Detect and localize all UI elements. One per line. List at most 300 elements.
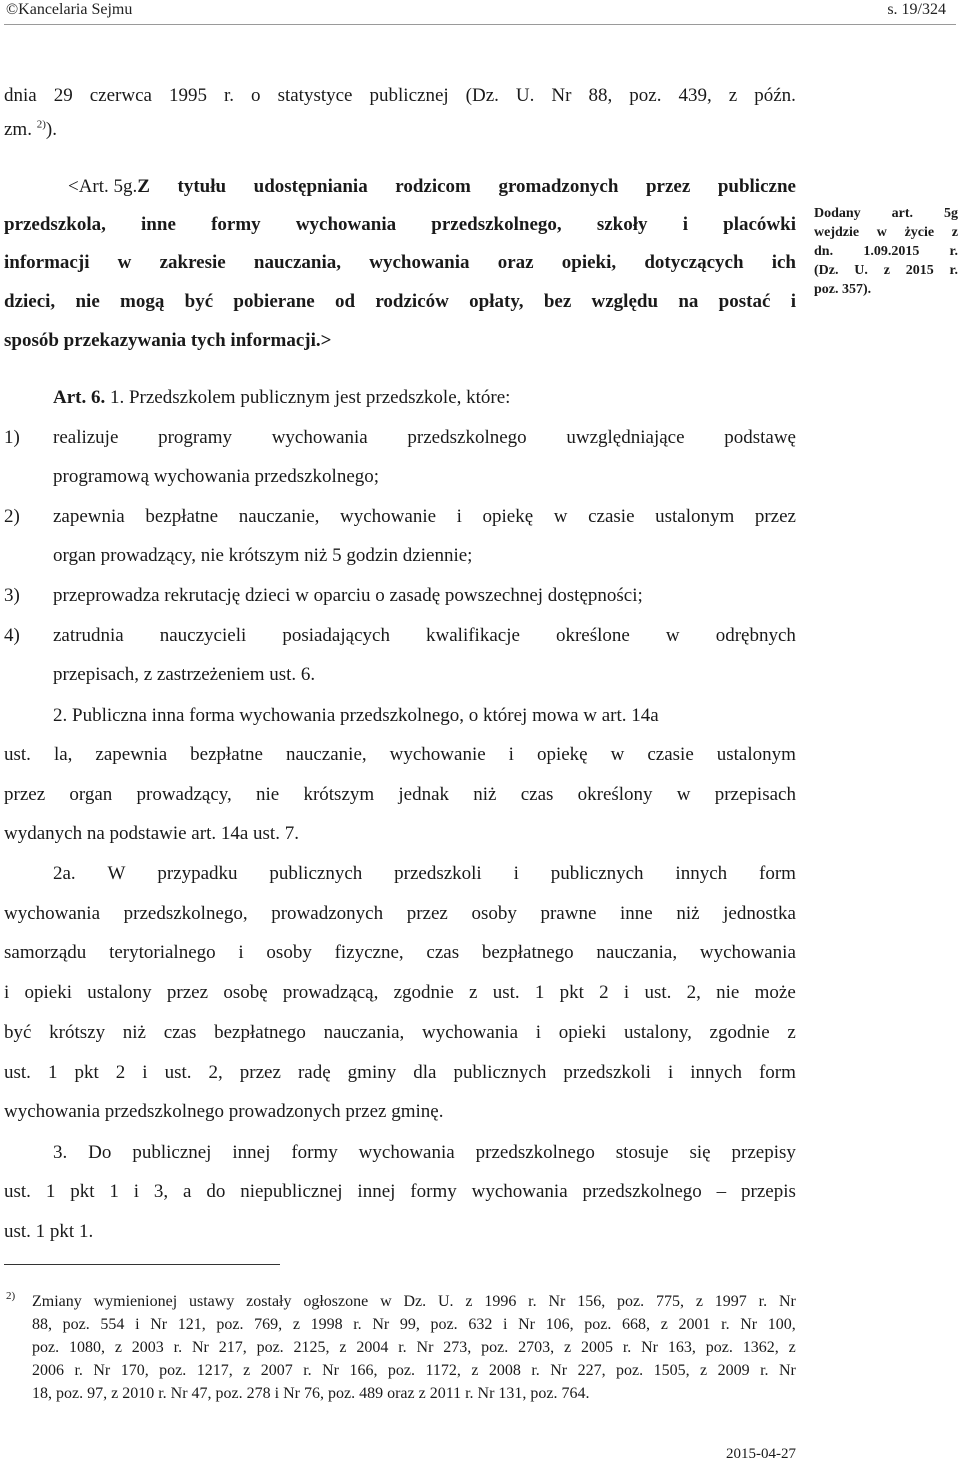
word: ustalonym	[655, 506, 735, 527]
word: 1	[45, 1181, 56, 1202]
word: ust.	[4, 1181, 31, 1202]
paragraph-line: ust. 1 pkt 1.	[4, 1221, 94, 1242]
word: opieki,	[561, 252, 617, 273]
art5g-line: sposób przekazywania tych informacji.>	[4, 330, 332, 351]
word: zgodnie	[393, 982, 454, 1003]
word: r.	[173, 1339, 183, 1356]
word: 88,	[32, 1316, 52, 1333]
word: czas	[163, 1022, 197, 1043]
word: publicznej	[369, 85, 449, 106]
word: 163,	[667, 1339, 696, 1356]
word: przez	[406, 903, 448, 924]
word: poz.	[584, 1316, 612, 1333]
word: wychowanie	[389, 744, 486, 765]
word: 554	[100, 1316, 125, 1333]
word: z	[292, 1316, 300, 1333]
word: prowadzącą,	[282, 982, 379, 1003]
word: 1080,	[68, 1339, 105, 1356]
word: formy	[410, 1181, 457, 1202]
word: r.	[224, 85, 235, 106]
word: w	[665, 625, 680, 646]
word: dla	[413, 1062, 437, 1083]
word: poz.	[256, 1339, 284, 1356]
word: Nr	[150, 1316, 168, 1333]
word: dotyczących	[644, 252, 744, 273]
page-number: s. 19/324	[887, 1, 946, 18]
word: terytorialnego	[109, 942, 216, 963]
word: 2009	[717, 1362, 750, 1379]
margin-note-line: poz. 357).	[814, 282, 872, 297]
word: z	[660, 1316, 668, 1333]
word: 2703,	[518, 1339, 555, 1356]
word: statystyce	[277, 85, 353, 106]
footnote-line	[32, 1291, 796, 1313]
word: 100,	[767, 1316, 796, 1333]
word: 3.	[53, 1142, 68, 1163]
word: krótszy	[49, 1022, 106, 1043]
word: Nr	[518, 1316, 535, 1333]
art5g-prefix: <Art. 5g.	[68, 176, 138, 197]
word: i	[508, 744, 514, 765]
word: w	[876, 225, 887, 240]
word: czasie	[647, 744, 694, 765]
word: z	[471, 1362, 479, 1379]
word: i	[133, 1181, 139, 1202]
word: bezpłatnego	[481, 942, 574, 963]
word: i	[682, 214, 688, 235]
word: Nr	[416, 1339, 434, 1356]
word: wychowania	[369, 252, 470, 273]
word: z	[243, 1362, 251, 1379]
word: ust.	[4, 744, 31, 765]
word: z	[788, 1339, 796, 1356]
word: 106,	[545, 1316, 574, 1333]
word: czasie	[588, 506, 635, 527]
word: określone	[555, 625, 630, 646]
word: 29	[53, 85, 73, 106]
word: i	[535, 1022, 542, 1043]
word: opieki	[558, 1022, 607, 1043]
word: tytułu	[177, 176, 227, 197]
word: przez	[239, 1062, 281, 1083]
word: niż	[676, 903, 700, 924]
word: Nr	[550, 1362, 568, 1379]
word: poz.	[430, 1316, 458, 1333]
word: pkt	[559, 982, 584, 1003]
word: realizuje	[53, 427, 119, 448]
word: 632	[468, 1316, 493, 1333]
word: 2005	[580, 1339, 613, 1356]
word: r.	[758, 1293, 768, 1310]
word: Nr	[778, 1362, 796, 1379]
word: –	[716, 1181, 727, 1202]
word: informacji	[4, 252, 90, 273]
word: być	[184, 291, 214, 312]
word: r.	[949, 263, 958, 278]
word: Nr	[778, 1293, 796, 1310]
word: i	[238, 942, 244, 963]
word: 156,	[577, 1293, 606, 1310]
word: w	[610, 744, 625, 765]
word: r.	[398, 1339, 407, 1356]
word: poz.	[617, 1293, 645, 1310]
word: i	[4, 982, 10, 1003]
word: publicznych	[550, 863, 644, 884]
item-line: przepisach, z zastrzeżeniem ust. 6.	[53, 664, 316, 685]
footnote-ref[interactable]: 2)	[36, 118, 46, 131]
item-line: organ prowadzący, nie krótszym niż 5 godzin dziennie;	[53, 545, 473, 566]
word: szkoły	[596, 214, 648, 235]
paragraph-line: wychowania przedszkolnego prowadzonych przez gminę.	[4, 1101, 444, 1122]
word: 1172,	[425, 1362, 461, 1379]
word: poz.	[32, 1339, 60, 1356]
word: osoby	[471, 903, 517, 924]
word: z	[700, 1362, 708, 1379]
word: dzieci,	[4, 291, 56, 312]
word: niepublicznej	[240, 1181, 343, 1202]
word: 273,	[443, 1339, 472, 1356]
footnote-mark: 2)	[6, 1290, 16, 1302]
word: 1217,	[196, 1362, 233, 1379]
word: podstawę	[724, 427, 796, 448]
word: wychowania	[699, 942, 796, 963]
word: na	[678, 291, 699, 312]
footnote-line	[32, 1337, 796, 1359]
word: 775,	[656, 1293, 684, 1310]
word: czas	[520, 784, 554, 805]
item-number: 3)	[4, 585, 20, 606]
word: się	[689, 1142, 711, 1163]
word: w	[553, 506, 568, 527]
word: Dz.	[403, 1293, 427, 1310]
intro-line: zm. $^{2)}$).	[4, 118, 57, 140]
paragraph-line: 2. Publiczna inna forma wychowania przedszkolnego, o której mowa w art. 14a	[53, 705, 659, 726]
word: ust.	[644, 982, 672, 1003]
word: form	[758, 1062, 796, 1083]
word: poz.	[705, 1339, 733, 1356]
word: wymienionej	[93, 1293, 178, 1310]
word: zostały	[246, 1293, 292, 1310]
word: z	[695, 1293, 703, 1310]
word: nie	[716, 982, 740, 1003]
word: 769,	[254, 1316, 283, 1333]
word: 2,	[208, 1062, 223, 1083]
word: poz.	[481, 1339, 509, 1356]
word: rodziców	[375, 291, 449, 312]
word: i	[790, 291, 796, 312]
word: 2004	[356, 1339, 389, 1356]
word: publicznych	[453, 1062, 547, 1083]
word: dn.	[814, 244, 834, 259]
header-source: ©Kancelaria Sejmu	[6, 1, 133, 18]
word: ich	[771, 252, 796, 273]
word: z	[563, 1339, 572, 1356]
word: i	[502, 1316, 508, 1333]
word: przedszkola,	[4, 214, 106, 235]
word: U.	[437, 1293, 454, 1310]
word: z	[951, 225, 958, 240]
word: nauczania,	[253, 252, 342, 273]
footnote-line	[32, 1360, 796, 1382]
word: wychowania	[4, 903, 101, 924]
word: 99,	[399, 1316, 420, 1333]
item-line: programową wychowania przedszkolnego;	[53, 466, 380, 487]
word: Do	[88, 1142, 112, 1163]
word: r.	[622, 1339, 632, 1356]
word: zapewnia	[95, 744, 168, 765]
word: 668,	[622, 1316, 651, 1333]
word: art.	[891, 206, 914, 221]
word: przedszkolnego	[407, 427, 527, 448]
word: z	[114, 1339, 122, 1356]
word: publicznej	[132, 1142, 212, 1163]
word: o	[251, 85, 261, 106]
word: Nr	[740, 1316, 758, 1333]
word: radę	[297, 1062, 331, 1083]
word: bez	[543, 291, 572, 312]
word: (Dz.	[814, 263, 839, 278]
word: r.	[528, 1293, 537, 1310]
word: 170,	[120, 1362, 149, 1379]
word: 1997	[714, 1293, 747, 1310]
word: zakresie	[159, 252, 226, 273]
word: i	[135, 1316, 140, 1333]
word: określony	[577, 784, 653, 805]
word: zatrudnia	[53, 625, 124, 646]
word: publicznych	[269, 863, 363, 884]
word: z	[469, 982, 478, 1003]
word: poz.	[387, 1362, 415, 1379]
word: 2001	[678, 1316, 711, 1333]
word: Nr	[322, 1362, 339, 1379]
word: przedszkoli	[563, 1062, 651, 1083]
word: innej	[232, 1142, 271, 1163]
word: 2015	[905, 263, 934, 278]
word: przez	[645, 176, 691, 197]
word: Nr	[551, 85, 572, 106]
word: 217,	[218, 1339, 247, 1356]
word: innych	[675, 863, 728, 884]
paragraph-line: wydanych na podstawie art. 14a ust. 7.	[4, 823, 299, 844]
word: opieki	[24, 982, 73, 1003]
word: przedszkolnego,	[123, 903, 248, 924]
word: bezpłatne	[145, 506, 219, 527]
footnote-line: 18, poz. 97, z 2010 r. Nr 47, poz. 278 i Nr 76, poz. 489 oraz z 2011 r. Nr 131, poz. 764.	[32, 1385, 590, 1402]
word: krótszym	[303, 784, 375, 805]
word: i	[667, 1062, 674, 1083]
word: wychowania	[358, 1142, 455, 1163]
word: zapewnia	[53, 506, 125, 527]
word: niż	[122, 1022, 146, 1043]
word: 1996	[484, 1293, 517, 1310]
word: inne	[141, 214, 176, 235]
word: a	[183, 1181, 192, 1202]
word: wychowania	[271, 427, 368, 448]
word: dnia	[4, 85, 37, 106]
word: U.	[854, 263, 868, 278]
word: od	[334, 291, 356, 312]
word: nie	[75, 291, 100, 312]
word: rodzicom	[395, 176, 471, 197]
word: publiczne	[717, 176, 796, 197]
word: do	[206, 1181, 226, 1202]
word: 2125,	[293, 1339, 330, 1356]
word: niż	[473, 784, 497, 805]
word: programy	[158, 427, 232, 448]
word: Nr	[191, 1339, 209, 1356]
word: form	[759, 863, 796, 884]
word: nauczania,	[596, 942, 678, 963]
word: przez	[754, 506, 796, 527]
word: kwalifikacje	[426, 625, 520, 646]
word: w	[117, 252, 132, 273]
word: przedszkoli	[394, 863, 482, 884]
word: i	[142, 1062, 148, 1083]
word: pkt	[74, 1062, 99, 1083]
word: Nr	[641, 1339, 659, 1356]
word: nauczanie,	[238, 506, 320, 527]
word: ustalony	[87, 982, 152, 1003]
word: Dodany	[814, 206, 861, 221]
word: oraz	[497, 252, 534, 273]
word: ust.	[164, 1062, 192, 1083]
word: z	[339, 1339, 347, 1356]
word: 1.09.2015	[863, 244, 920, 259]
word: postać	[718, 291, 771, 312]
item-number: 4)	[4, 625, 20, 646]
word: późn.	[754, 85, 796, 106]
word: 88,	[588, 85, 613, 106]
word: ogłoszone	[303, 1293, 369, 1310]
word: 2006	[32, 1362, 64, 1379]
word: gromadzonych	[498, 176, 619, 197]
item-number: 1)	[4, 427, 20, 448]
word: r.	[353, 1316, 362, 1333]
word: nauczania,	[323, 1022, 405, 1043]
word: 439,	[678, 85, 712, 106]
word: 1998	[310, 1316, 343, 1333]
word: pkt	[70, 1181, 95, 1202]
item-number: 2)	[4, 506, 20, 527]
word: fizyczne,	[334, 942, 404, 963]
word: gminy	[347, 1062, 397, 1083]
footnote-line	[32, 1314, 796, 1336]
word: przepisach	[714, 784, 796, 805]
word: przedszkolnego	[475, 1142, 595, 1163]
word: poz.	[159, 1362, 187, 1379]
word: wychowania	[471, 1181, 568, 1202]
word: przez	[4, 784, 46, 805]
word: i	[456, 506, 462, 527]
word: prowadzący,	[136, 784, 232, 805]
word: 1362,	[742, 1339, 779, 1356]
word: 1995	[168, 85, 207, 106]
word: przepisy	[731, 1142, 796, 1163]
word: wychowania	[295, 214, 397, 235]
word: 2008	[488, 1362, 521, 1379]
word: placówki	[723, 214, 796, 235]
word: w	[380, 1293, 392, 1310]
word: posiadających	[282, 625, 390, 646]
word: 2007	[260, 1362, 293, 1379]
word: względu	[591, 291, 659, 312]
word: nie	[256, 784, 280, 805]
word: z	[465, 1293, 473, 1310]
word: jednak	[398, 784, 450, 805]
word: życie	[904, 225, 935, 240]
word: zgodnie	[709, 1022, 770, 1043]
word: 2,	[686, 982, 701, 1003]
word: samorządu	[4, 942, 87, 963]
word: opiekę	[536, 744, 588, 765]
word: r.	[760, 1362, 769, 1379]
word: udostępniania	[253, 176, 368, 197]
word: 166,	[349, 1362, 378, 1379]
word: formy	[211, 214, 261, 235]
word: 121,	[177, 1316, 206, 1333]
word: i	[513, 863, 519, 884]
word: wejdzie	[814, 225, 860, 240]
word: opłaty,	[469, 291, 524, 312]
word: poz.	[629, 85, 662, 106]
word: r.	[531, 1362, 540, 1379]
word: stosuje	[615, 1142, 669, 1163]
word: ustalony,	[623, 1022, 692, 1043]
word: organ	[69, 784, 113, 805]
word: osoby	[266, 942, 312, 963]
word: 1505,	[653, 1362, 690, 1379]
word: osobę	[223, 982, 268, 1003]
word: innej	[357, 1181, 396, 1202]
word: z	[728, 85, 738, 106]
word: opiekę	[482, 506, 534, 527]
word: ustalonym	[716, 744, 796, 765]
word: formy	[291, 1142, 338, 1163]
word: la,	[53, 744, 73, 765]
word: r.	[303, 1362, 312, 1379]
word: 2	[599, 982, 609, 1003]
word: Nr	[93, 1362, 111, 1379]
word: r.	[74, 1362, 83, 1379]
word: przepis	[741, 1181, 796, 1202]
word: 227,	[577, 1362, 606, 1379]
word: pobierane	[233, 291, 315, 312]
word: 2003	[131, 1339, 164, 1356]
item-line: przeprowadza rekrutację dzieci w oparciu o zasadę powszechnej dostępności;	[53, 585, 643, 606]
word: przedszkolnego	[582, 1181, 702, 1202]
word: wychowanie	[340, 506, 437, 527]
word: w	[676, 784, 691, 805]
word: 1	[534, 982, 545, 1003]
word: Nr	[548, 1293, 566, 1310]
word: i	[623, 982, 630, 1003]
word: innych	[690, 1062, 742, 1083]
word: poz.	[62, 1316, 90, 1333]
word: U.	[515, 85, 535, 106]
word: 1	[47, 1062, 58, 1083]
word: przez	[166, 982, 209, 1003]
word: nauczycieli	[159, 625, 247, 646]
word: przypadku	[157, 863, 238, 884]
word: być	[4, 1022, 32, 1043]
word: r.	[721, 1316, 730, 1333]
word: czas	[426, 942, 460, 963]
word: inne	[620, 903, 653, 924]
word: ust.	[492, 982, 520, 1003]
word: 1	[109, 1181, 119, 1202]
word: Z	[137, 176, 150, 197]
word: 3,	[153, 1181, 169, 1202]
